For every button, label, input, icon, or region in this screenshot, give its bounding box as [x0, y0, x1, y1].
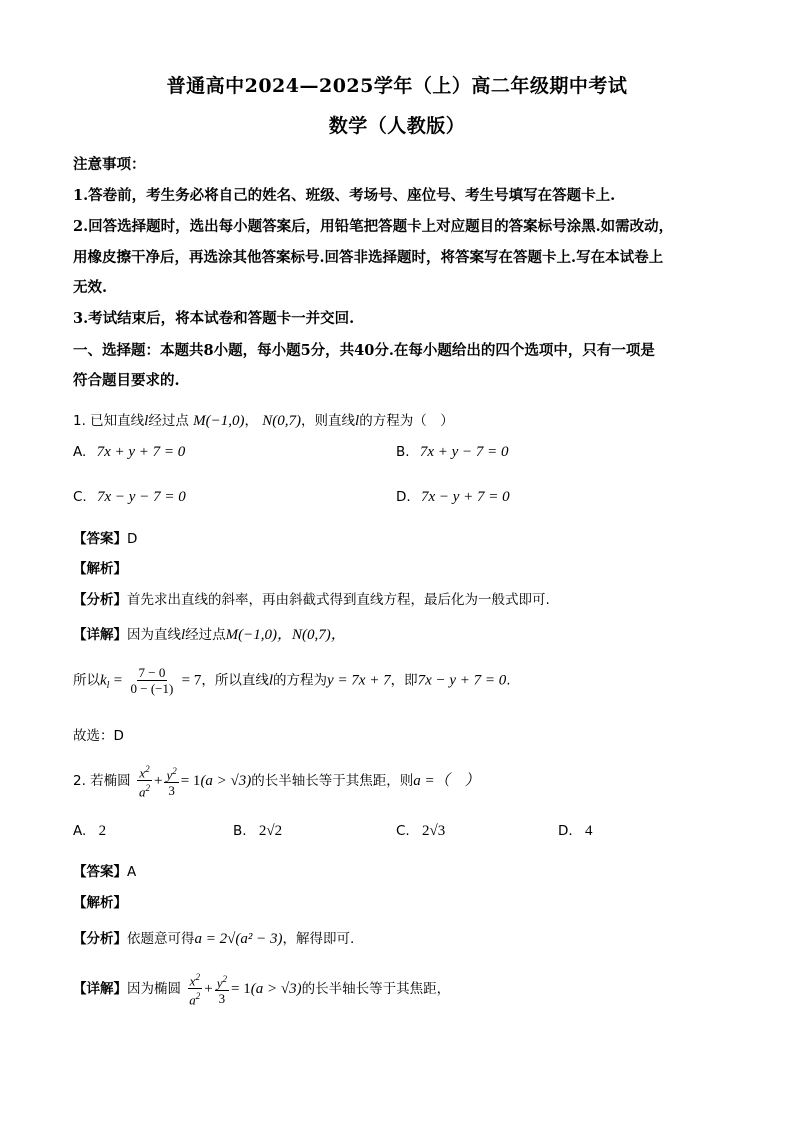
q1-detail: [73, 623, 346, 644]
numerator-x: x: [189, 973, 196, 989]
fenxi-text: 首先求出直线的斜率，再由斜截式得到直线方程，最后化为一般式即可.: [127, 592, 550, 608]
detail-text: 的长半轴长等于其焦距，: [301, 980, 451, 997]
q2-stem-part: 2. 若椭圆: [73, 772, 131, 789]
numerator-y: y: [166, 767, 173, 782]
q1-var-l: l: [144, 413, 149, 429]
q1-var-l: l: [268, 672, 274, 689]
fenxi-equation: a = 2√(a² − 3): [194, 931, 283, 947]
fenxi-text: ，解得即可.: [282, 931, 355, 947]
option-text: 2√3: [422, 823, 446, 839]
answer-value: A: [127, 864, 137, 880]
q1-stem-part: 1. 已知直线: [73, 413, 145, 429]
answer-tag: 【答案】: [73, 531, 127, 547]
slope-symbol: k: [100, 672, 107, 689]
condition: (a > √3): [200, 772, 252, 789]
fenxi-tag: 【分析】: [73, 931, 127, 947]
question-1-stem: 1. 已知直线l经过点 M(−1,0)， N(0,7)，则直线l的方程为（ ）: [73, 413, 454, 429]
option-label: C.: [396, 823, 410, 839]
option-text: 2: [98, 823, 107, 839]
q2-option-b: [233, 823, 282, 840]
q2-option-a: [73, 823, 106, 840]
denominator-3: 3: [168, 783, 175, 798]
section-1-heading-line-2: 符合题目要求的.: [73, 372, 180, 389]
option-text: 4: [584, 823, 593, 839]
option-label: A.: [73, 823, 87, 839]
denominator-3: 3: [218, 991, 226, 1006]
exam-title: 普通高中2024—2025学年（上）高二年级期中考试: [166, 75, 628, 97]
detail-text: 经过点: [185, 627, 226, 643]
equals-one: = 1: [180, 772, 201, 789]
exam-subtitle: 数学（人教版）: [328, 115, 466, 137]
slope-fraction: [129, 665, 176, 696]
q1-slope-line: 所以$k_l$ = $\frac{7 - 0}{0 - (-1)}$ = 7，所以直线l的方程为y = 7x + 7，即7x − y + 7 = 0.: [73, 665, 511, 696]
notice-item-1: 1.答卷前，考生务必将自己的姓名、班级、考场号、座位号、考生号填写在答题卡上.: [73, 187, 616, 204]
notice-item-3: 3.考试结束后，将本试卷和答题卡一并交回.: [73, 310, 355, 327]
option-label: D.: [396, 489, 411, 505]
equals-one: = 1: [231, 980, 251, 997]
q2-detail: 【详解】因为椭圆 $\frac{x^2}{a^2}$ + $\frac{y^2}{3}$ = 1(a > √3)的长半轴长等于其焦距，: [73, 972, 451, 1008]
line-equation: y = 7x + 7: [327, 672, 391, 689]
condition: (a > √3): [250, 980, 302, 997]
q1-option-d: [396, 489, 510, 506]
ellipse-term-y: $\frac{y^2}{3}$: [216, 973, 228, 1006]
q1-option-a: [73, 444, 185, 461]
ellipse-term-x: $\frac{x^2}{a^2}$: [189, 972, 201, 1008]
option-text: 7x + y − 7 = 0: [419, 444, 509, 460]
notice-item-2-line-2: 用橡皮擦干净后，再选涂其他答案标号.回答非选择题时，将答案写在答题卡上.写在本试卷上: [73, 249, 664, 266]
option-label: D.: [558, 823, 573, 839]
option-text: 7x − y − 7 = 0: [97, 489, 186, 505]
detail-text: 因为椭圆: [127, 980, 181, 997]
q2-stem-part: 的长半轴长等于其焦距，则: [251, 772, 414, 789]
detail-tag: 【详解】: [73, 980, 127, 997]
q2-answer: [73, 860, 136, 880]
answer-tag: 【答案】: [73, 864, 127, 880]
q1-option-b: [396, 444, 509, 461]
notice-item-2-line-1: 2.回答选择题时，选出每小题答案后，用铅笔把答题卡上对应题目的答案标号涂黑.如需改动，: [73, 218, 674, 235]
q1-stem-part: 的方程为（ ）: [359, 413, 454, 429]
numerator-y: y: [216, 975, 223, 990]
section-1-heading-line-1: 一、选择题：本题共8小题，每小题5分，共40分.在每小题给出的四个选项中，只有一项是: [73, 342, 655, 359]
option-text: 2√2: [258, 823, 283, 839]
so-text: ，所以直线: [201, 672, 269, 689]
detail-tag: 【详解】: [73, 627, 127, 643]
option-label: C.: [73, 489, 87, 505]
general-equation: 7x − y + 7 = 0: [417, 672, 507, 689]
fenxi-tag: 【分析】: [73, 592, 127, 608]
ellipse-term-x: $\frac{x^2}{a^2}$: [138, 764, 150, 800]
q1-option-c: [73, 489, 186, 506]
detail-text: 因为直线: [127, 627, 181, 643]
q1-var-l: l: [355, 413, 360, 429]
q2-option-c: [396, 823, 445, 840]
question-2-stem: 2. 若椭圆 $\frac{x^2}{a^2}$ + $\frac{y^2}{3}$ = 1(a > √3)的长半轴长等于其焦距，则a =（ ）: [73, 764, 480, 800]
slope-value: = 7: [181, 672, 202, 689]
notice-heading: 注意事项：: [73, 156, 146, 173]
detail-points: M(−1,0)，N(0,7)，: [225, 627, 346, 643]
denominator-a: a: [138, 784, 146, 800]
fraction-numerator: 7 − 0: [138, 665, 166, 680]
q2-ask: a =（ ）: [413, 772, 480, 789]
option-label: A.: [73, 444, 87, 460]
denominator-a: a: [189, 992, 196, 1008]
q1-var-l: l: [181, 627, 186, 643]
so-text: 所以: [73, 672, 100, 689]
option-text: 7x + y + 7 = 0: [96, 444, 186, 460]
q2-option-d: [558, 823, 592, 840]
answer-value: D: [127, 531, 138, 547]
option-label: B.: [233, 823, 247, 839]
q1-analysis-tag: 【解析】: [73, 561, 127, 577]
q1-stem-part: ，则直线: [301, 413, 356, 429]
option-text: 7x − y + 7 = 0: [420, 489, 510, 505]
so-text: 的方程为: [273, 672, 328, 689]
q1-choose: 故选：D: [73, 728, 124, 744]
fraction-denominator: 0 − (−1): [130, 681, 174, 696]
numerator-x: x: [139, 765, 146, 781]
notice-item-2-line-3: 无效.: [73, 279, 108, 296]
q1-answer: [73, 527, 137, 547]
slope-subscript: l: [106, 680, 110, 692]
q2-analysis-tag: 【解析】: [73, 895, 127, 911]
fenxi-text: 依题意可得: [127, 931, 195, 947]
q1-fenxi: [73, 588, 550, 608]
q1-stem-part: 经过点: [148, 413, 189, 429]
period: .: [506, 672, 511, 689]
option-label: B.: [396, 444, 410, 460]
q2-fenxi: [73, 927, 354, 948]
ellipse-term-y: $\frac{y^2}{3}$: [166, 765, 177, 798]
q1-point-n: N(0,7): [262, 413, 302, 429]
q1-point-m: M(−1,0): [193, 413, 245, 429]
so-text: ，即: [390, 672, 418, 689]
